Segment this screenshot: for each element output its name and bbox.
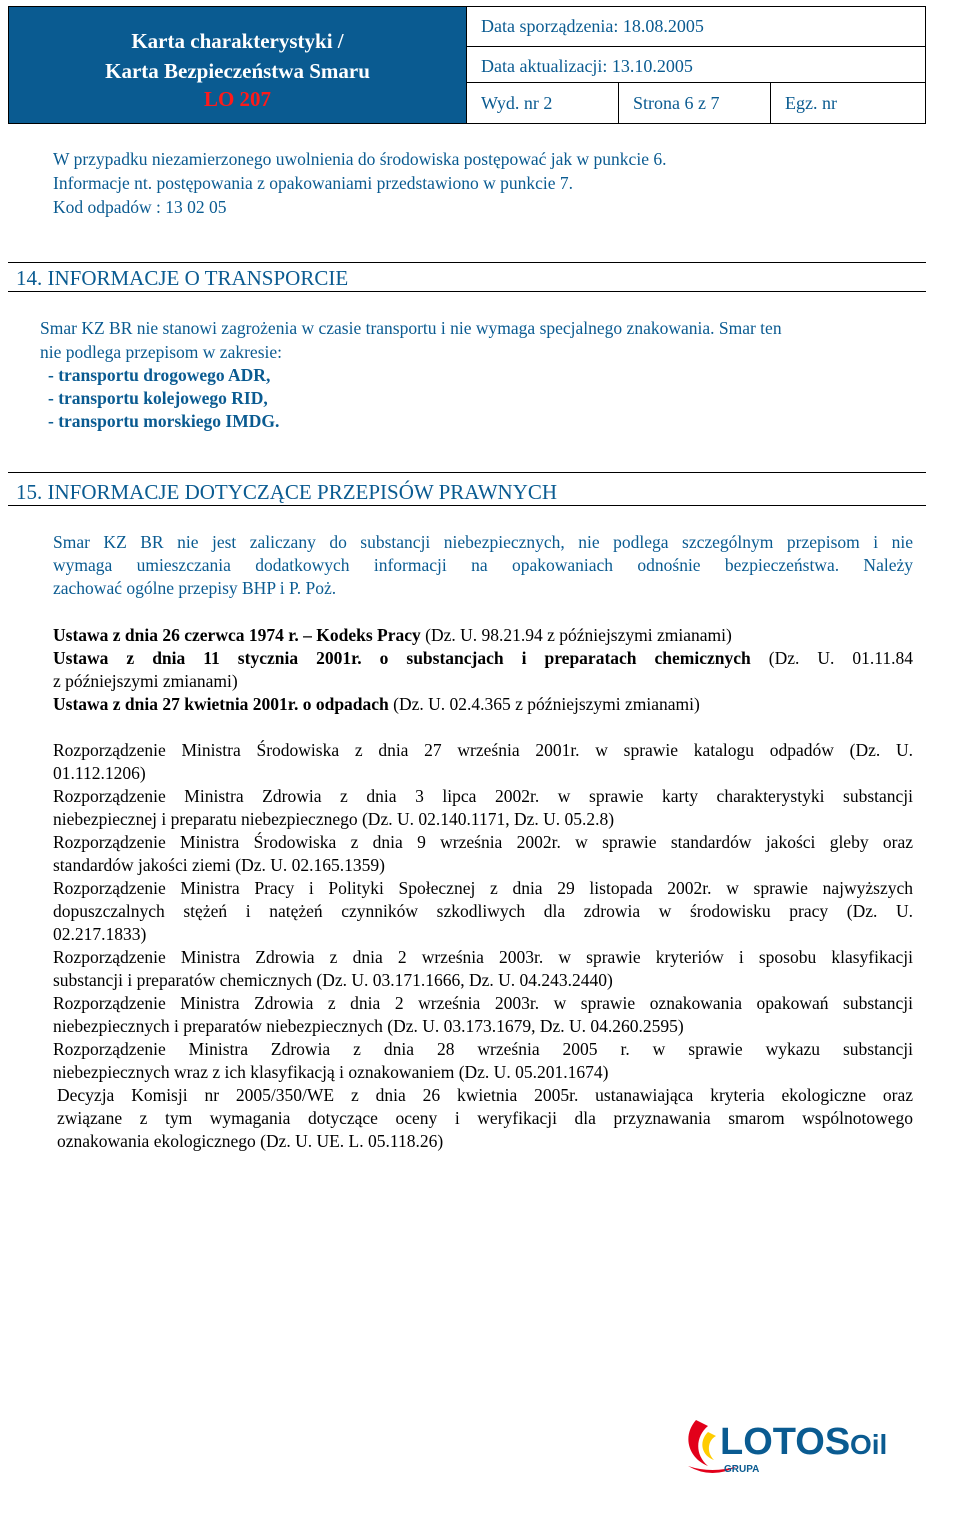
regulation-line: związane z tym wymagania dotyczące oceny i weryfikacji dla przyznawania smarom wspólnotowego [57,1108,913,1128]
law-waste [53,693,700,716]
section14-text-line2: nie podlega przepisom w zakresie: [40,342,282,362]
law-labour-code-title: Ustawa z dnia 26 czerwca 1974 r. – Kodeks Pracy [53,625,421,645]
product-code: LO 207 [203,87,272,111]
intro-line2: Informacje nt. postępowania z opakowaniami przedstawiono w punkcie 7. [53,173,573,193]
date-updated: Data aktualizacji: 13.10.2005 [481,56,693,76]
section14-text-line1: Smar KZ BR nie stanowi zagrożenia w czasie transportu i nie wymaga specjalnego znakowania. Smar ten [40,318,782,338]
regulation-line: dopuszczalnych stężeń i natężeń czynników szkodliwych dla zdrowia w środowisku pracy (Dz. U. [53,901,913,921]
section15-title-underline [8,505,926,506]
date-updated-row [467,47,925,83]
law-labour-code-ref: (Dz. U. 98.21.94 z późniejszymi zmianami) [420,625,732,645]
regulation-line: Rozporządzenie Ministra Pracy i Polityki Społecznej z dnia 29 listopada 2002r. w sprawie najwyższych [53,878,913,898]
regulation-line: oznakowania ekologicznego (Dz. U. UE. L. 05.118.26) [57,1131,444,1151]
section15-text-line3: zachować ogólne przepisy BHP i P. Poż. [53,578,337,598]
regulation-line: Rozporządzenie Ministra Środowiska z dnia 9 września 2002r. w sprawie standardów jakości gleby oraz [53,832,913,852]
section14-title-underline [8,291,926,292]
regulation-line: Rozporządzenie Ministra Zdrowia z dnia 2 września 2003r. w sprawie oznakowania opakowań substancji [53,993,913,1013]
regulation-line: 01.112.1206) [53,763,146,783]
logo-brand: LOTOS [720,1421,851,1463]
law-waste-title: Ustawa z dnia 27 kwietnia 2001r. o odpadach [53,694,389,714]
edition: Wyd. nr 2 [467,83,619,123]
logo-sub: GRUPA [724,1464,760,1475]
regulation-line: niebezpiecznych wraz z ich klasyfikacją i oznakowaniem (Dz. U. 05.201.1674) [53,1062,609,1082]
section15-rule [8,472,926,473]
document-header [8,6,926,124]
law-labour-code [53,624,732,647]
regulation-line: substancji i preparatów chemicznych (Dz. U. 03.171.1666, Dz. U. 04.243.2440) [53,970,613,990]
section15-text-line1: Smar KZ BR nie jest zaliczany do substancji niebezpiecznych, nie podlega szczególnym przepisom i nie [53,532,913,552]
header-title-block [9,7,467,123]
regulation-line: Rozporządzenie Ministra Środowiska z dnia 27 września 2001r. w sprawie katalogu odpadów (Dz. U. [53,740,913,760]
section14-rule [8,262,926,263]
regulation-line: Decyzja Komisji nr 2005/350/WE z dnia 26 kwietnia 2005r. ustanawiająca kryteria ekologiczne oraz [57,1085,913,1105]
regulation-line: Rozporządzenie Ministra Zdrowia z dnia 3 lipca 2002r. w sprawie karty charakterystyki substancji [53,786,913,806]
law-chemicals-title: Ustawa z dnia 11 stycznia 2001r. o substancjach i preparatach chemicznych [53,648,751,668]
date-created-row [467,7,925,47]
law-chemicals-ref: (Dz. U. 01.11.84 [750,648,914,668]
logo-suffix: Oil [850,1429,888,1460]
regulation-line: niebezpiecznych i preparatów niebezpiecznych (Dz. U. 03.173.1679, Dz. U. 04.260.2595) [53,1016,684,1036]
page-number: Strona 6 z 7 [619,83,771,123]
regulation-line: Rozporządzenie Ministra Zdrowia z dnia 28 września 2005 r. w sprawie wykazu substancji [53,1039,913,1059]
date-created: Data sporządzenia: 18.08.2005 [481,16,704,36]
regulation-line: niebezpiecznej i preparatu niebezpiecznego (Dz. U. 02.140.1171, Dz. U. 05.2.8) [53,809,615,829]
regulation-line: 02.217.1833) [53,924,147,944]
lotos-logo [686,1410,906,1478]
intro-line1: W przypadku niezamierzonego uwolnienia do środowiska postępować jak w punkcie 6. [53,149,667,169]
section15-title: 15. INFORMACJE DOTYCZĄCE PRZEPISÓW PRAWNYCH [16,480,558,504]
transport-item-imdg: - transportu morskiego IMDG. [48,411,280,431]
meta-row [467,83,925,123]
header-title-line2: Karta Bezpieczeństwa Smaru [105,59,370,83]
section14-title: 14. INFORMACJE O TRANSPORCIE [16,266,349,290]
copy-number: Egz. nr [785,93,837,113]
transport-item-adr: - transportu drogowego ADR, [48,365,271,385]
law-waste-ref: (Dz. U. 02.4.365 z późniejszymi zmianami) [388,694,700,714]
regulation-line: standardów jakości ziemi (Dz. U. 02.165.1359) [53,855,385,875]
header-title-line1: Karta charakterystyki / [131,29,344,53]
law-chemicals-line2: z późniejszymi zmianami) [53,671,238,691]
lotos-logo-graphic [686,1410,906,1478]
section15-text-line2: wymaga umieszczania dodatkowych informacji na opakowaniach odnośnie bezpieczeństwa. Należy [53,555,913,575]
regulation-line: Rozporządzenie Ministra Zdrowia z dnia 2 września 2003r. w sprawie kryteriów i sposobu klasyfikacji [53,947,913,967]
transport-item-rid: - transportu kolejowego RID, [48,388,268,408]
waste-code: Kod odpadów : 13 02 05 [53,197,227,217]
law-chemicals [53,647,913,670]
